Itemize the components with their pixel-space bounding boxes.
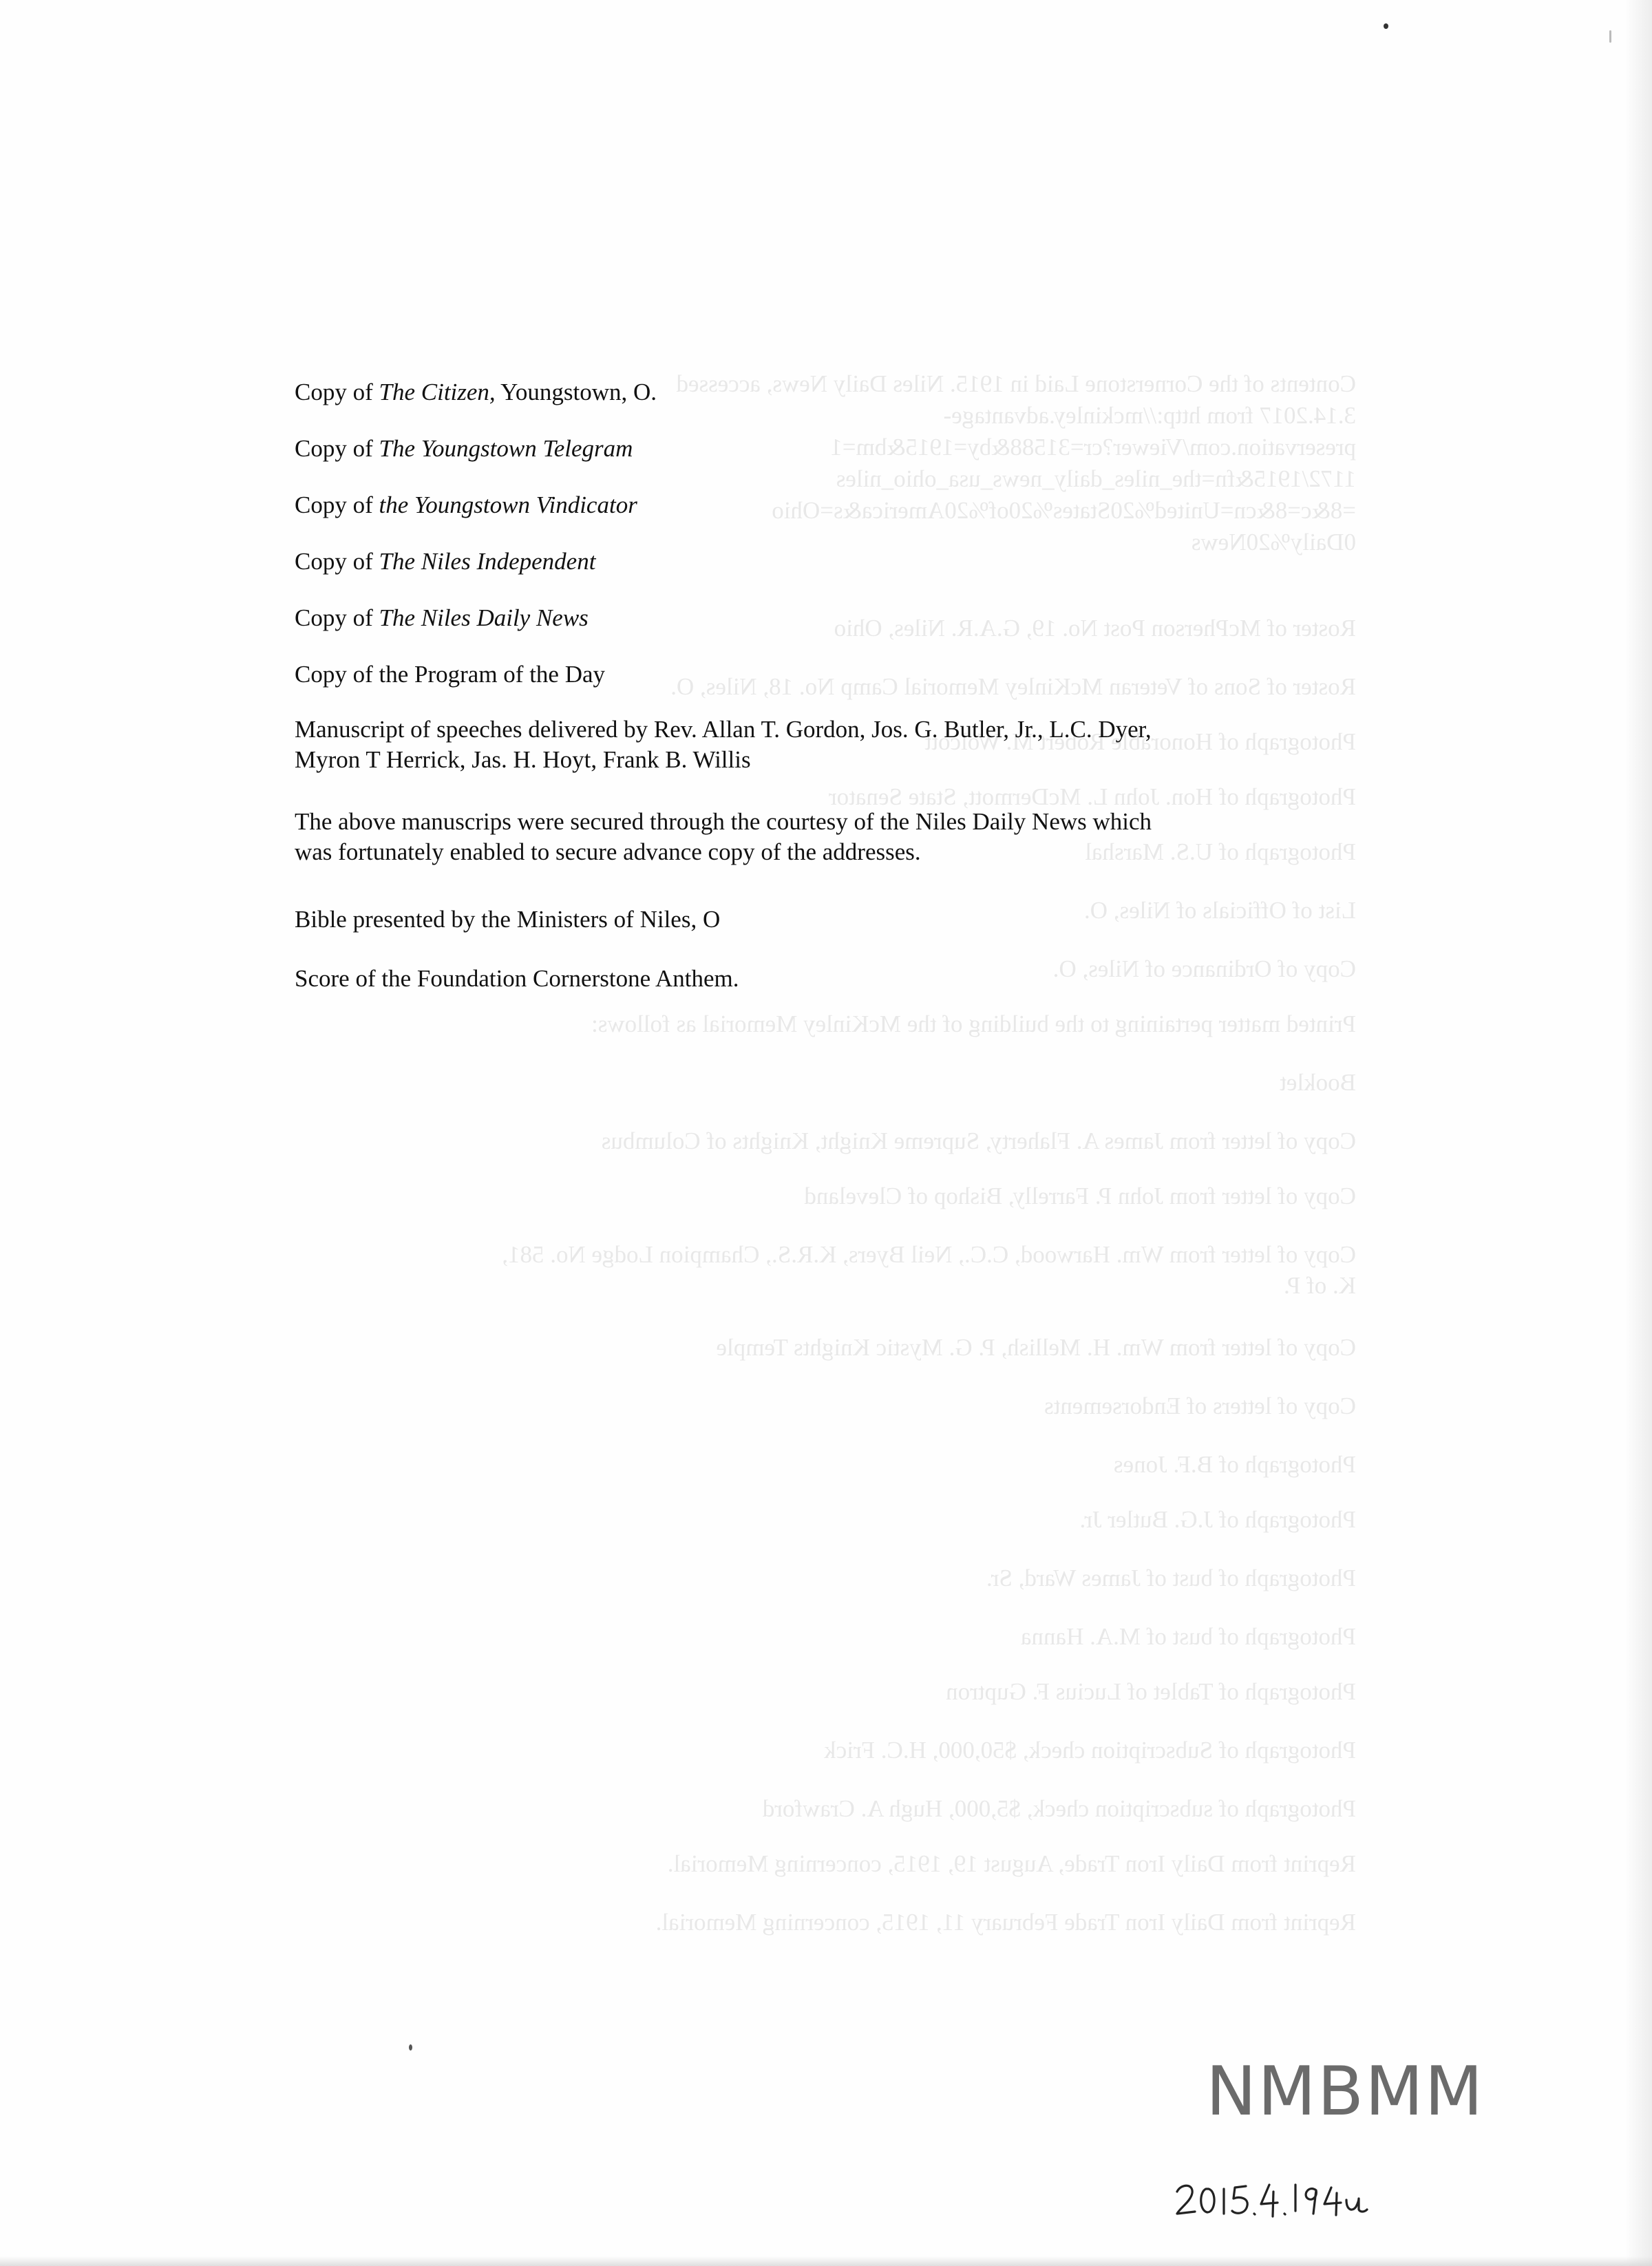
list-item: Copy of the Program of the Day [295,661,606,688]
scan-speck [1384,23,1388,29]
list-item: Copy of The Niles Daily News [295,604,589,631]
list-item: Manuscript of speeches delivered by Rev. Allan T. Gordon, Jos. G. Butler, Jr., L.C. Dyer, Myron T Herrick, Jas. H. Hoyt, Frank B. Willis [295,716,1152,773]
scan-bottom-shadow [0,2256,1652,2266]
scan-speck [1609,30,1611,43]
list-item: Copy of The Youngstown Telegram [295,435,633,462]
scan-speck [409,2044,412,2051]
list-item: Score of the Foundation Cornerstone Anthem. [295,965,739,992]
scan-edge-shadow [1624,0,1652,2266]
list-item: Copy of The Niles Independent [295,548,596,575]
list-item: Copy of The Citizen, Youngstown, O. [295,379,657,405]
reverse-side-bleed-through: Contents of the Cornerstone Laid in 1915. Niles Daily News, accessed 3.14.2017 from http://mckinley.advantage- preservation.com/Viewer?cr=31588&by=1915&bm=1 1172/1915&fn=the_niles_daily_news_usa_ohio_niles =8&c=8&cn=United%20States%20of%20America&s=Ohio 0Daily%20News Roster of McPherson Post No. 19, G.A.R. Niles, Ohio Roster of Sons of Veteran McKinley Memorial Camp No. 18, Niles, O. Photograph of Honorable Robert M. Wolcott Photograph of Hon. John L. McDermott, State Senator Photograph of U.S. Marshal List of Officials of Niles, O. Copy of Ordinance of Niles, O. Printed matter pertaining to the building of the McKinley Memorial as follows: Booklet Copy of letter from James A. Flaherty, Supreme Knight, Knights of Columbus Copy of letter from John P. Farrelly, Bishop of Cleveland Copy of letter from Wm. Harwood, C.C., Neil Byers, K.R.S., Champion Lodge No. 581, K. of P. Copy of letter from Wm. H. Mellish, P. G. Mystic Knights Temple Copy of letters of Endorsements Photograph of B.F. Jones Photograph of J.G. Butler Jr. Photograph of bust of James Ward, Sr. Photograph of bust of M.A. Hanna Photograph of Tablet of Lucius F. Guptron Photograph of Subscription check, $50,000, H.C. Frick Photograph of subscription check, $5,000, Hugh A. Crawford Reprint from Daily Iron Trade, August 19, 1915, concerning Memorial. Reprint from Daily Iron Trade February 11, 1915, concerning Memorial. [502,370,1356,1936]
handwritten-accession-number [1172,2174,1378,2229]
list-item: The above manuscrips were secured through the courtesy of the Niles Daily News which was fortunately enabled to secure advance copy of the addresses. [295,808,1152,865]
list-item: Bible presented by the Ministers of Niles, O [295,906,721,933]
list-item: Copy of the Youngstown Vindicator [295,491,637,518]
museum-stamp: NMBMM [1206,2053,1485,2131]
